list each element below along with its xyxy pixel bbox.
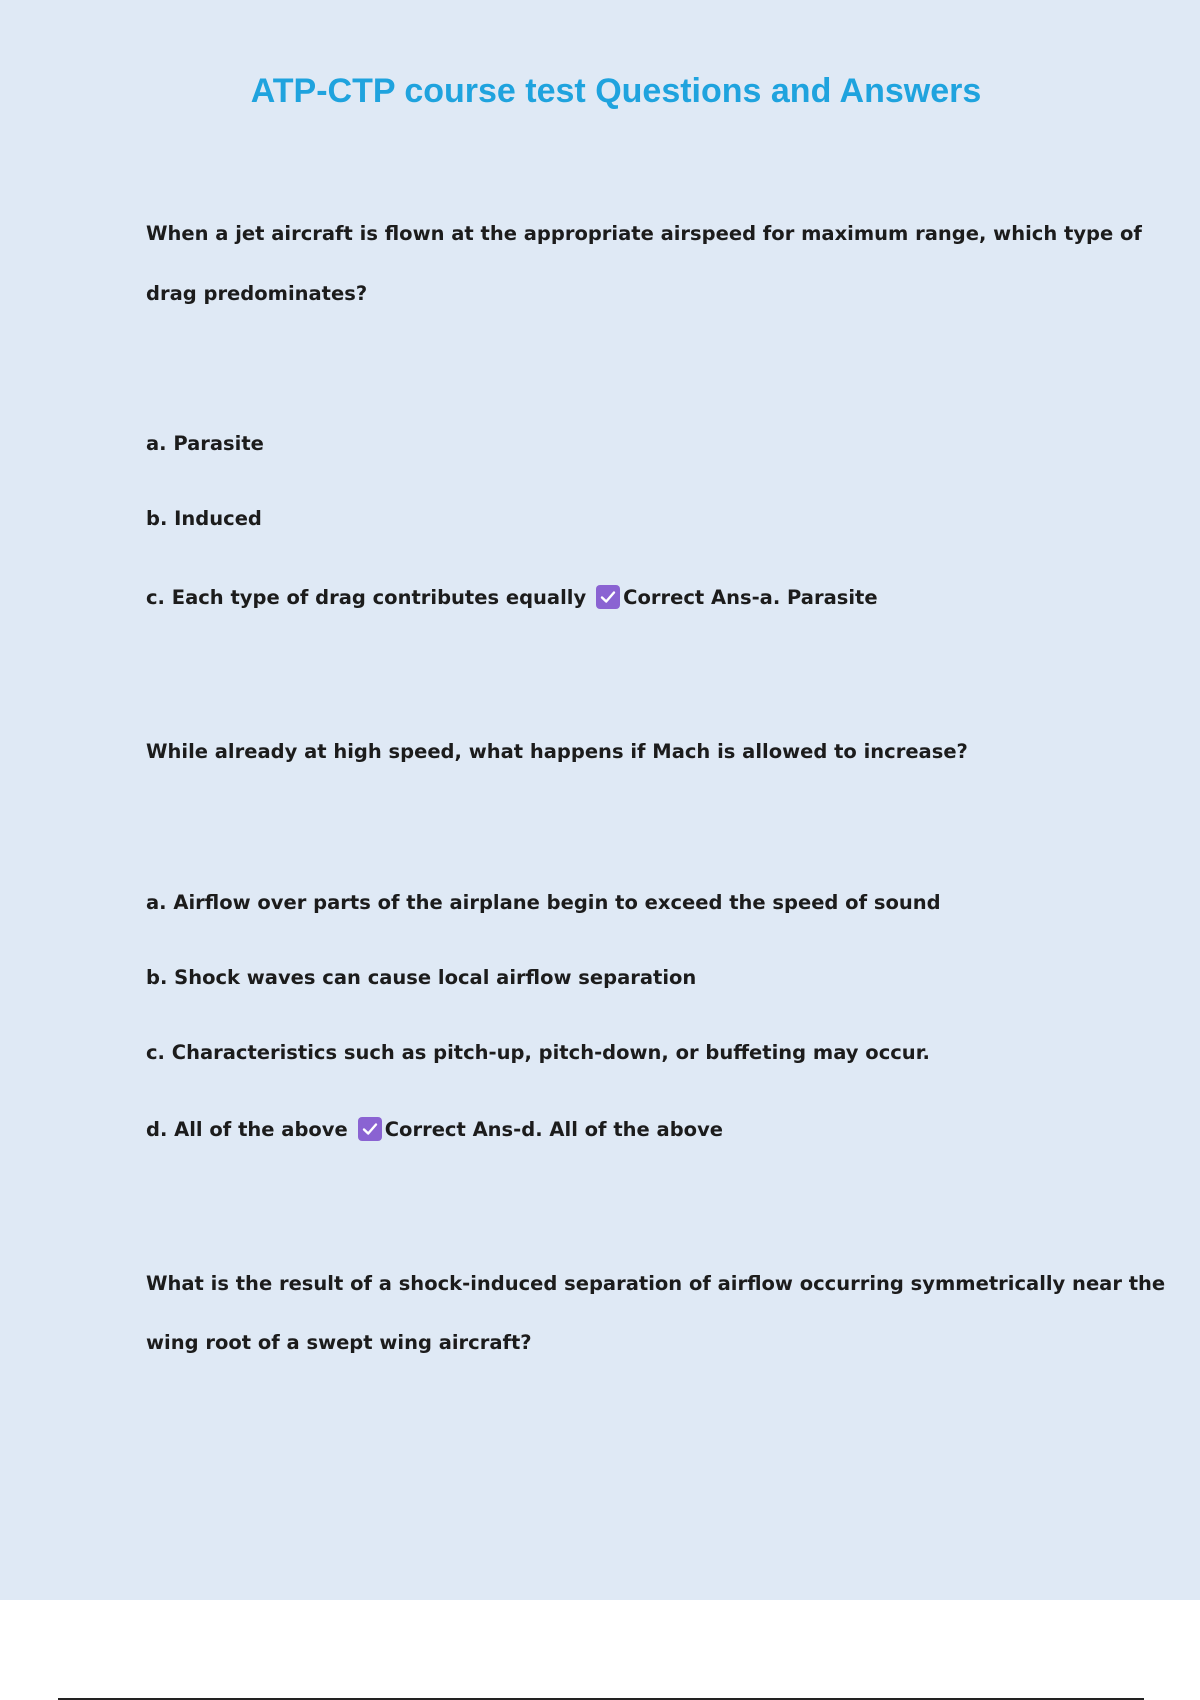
question-2-option-d-row — [146, 1116, 723, 1144]
question-2-option-d: d. All of the above — [146, 1118, 348, 1141]
question-2-option-b: b. Shock waves can cause local airflow separation — [146, 966, 697, 989]
question-2-line-1: While already at high speed, what happens if Mach is allowed to increase? — [146, 740, 968, 763]
question-1-answer: Correct Ans-a. Parasite — [623, 586, 878, 609]
check-box-icon — [358, 1117, 382, 1141]
question-1-option-b: b. Induced — [146, 507, 262, 530]
question-1-option-a: a. Parasite — [146, 432, 264, 455]
question-2-option-a: a. Airflow over parts of the airplane begin to exceed the speed of sound — [146, 891, 941, 914]
question-1-line-2: drag predominates? — [146, 282, 368, 305]
question-1-option-c-row — [146, 584, 878, 612]
question-1-line-1: When a jet aircraft is flown at the appropriate airspeed for maximum range, which type of — [146, 222, 1142, 245]
question-1-option-c: c. Each type of drag contributes equally — [146, 586, 587, 609]
document-title: ATP-CTP course test Questions and Answers — [250, 72, 982, 110]
question-3-line-2: wing root of a swept wing aircraft? — [146, 1331, 532, 1354]
question-2-option-c: c. Characteristics such as pitch-up, pitch-down, or buffeting may occur. — [146, 1041, 930, 1064]
check-box-icon — [596, 585, 620, 609]
footer-divider — [58, 1698, 1144, 1700]
question-3-line-1: What is the result of a shock-induced separation of airflow occurring symmetrically near the — [146, 1272, 1166, 1295]
question-2-answer: Correct Ans-d. All of the above — [384, 1118, 724, 1141]
